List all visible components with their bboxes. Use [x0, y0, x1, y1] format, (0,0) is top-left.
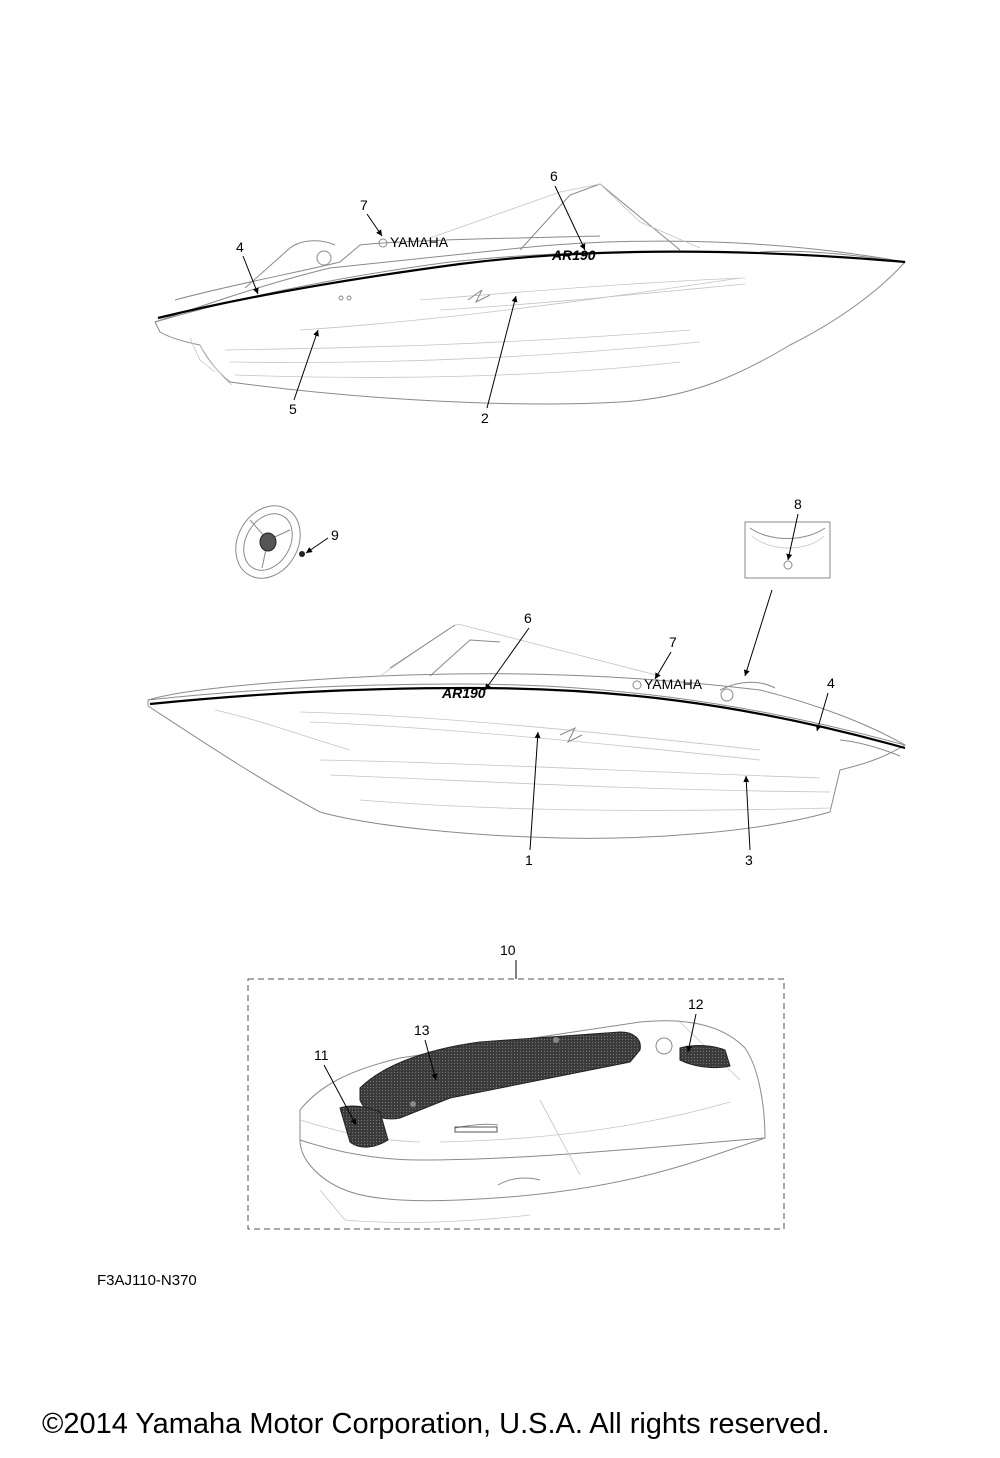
boat-top-view — [155, 184, 905, 404]
callout-5: 5 — [289, 401, 297, 417]
callout-6-top: 6 — [550, 168, 558, 184]
callout-7-bottom: 7 — [669, 634, 677, 650]
callout-7-top: 7 — [360, 197, 368, 213]
boat-bottom-view — [148, 624, 905, 838]
callout-2: 2 — [481, 410, 489, 426]
decal-model-bottom: AR190 — [442, 685, 486, 701]
steering-wheel — [223, 494, 339, 590]
callout-4-top: 4 — [236, 239, 244, 255]
callout-13: 13 — [414, 1022, 430, 1038]
callout-1: 1 — [525, 852, 533, 868]
copyright-notice: ©2014 Yamaha Motor Corporation, U.S.A. All rights reserved. — [42, 1408, 830, 1440]
detail-inset — [745, 496, 830, 676]
decal-brand-bottom: YAMAHA — [644, 676, 703, 692]
decal-model-top: AR190 — [552, 247, 596, 263]
callout-8: 8 — [794, 496, 802, 512]
callout-10: 10 — [500, 942, 516, 958]
decal-brand-top: YAMAHA — [390, 234, 449, 250]
callout-9: 9 — [331, 527, 339, 543]
deck-mat-kit — [248, 942, 784, 1229]
callout-12: 12 — [688, 996, 704, 1012]
callout-11: 11 — [314, 1047, 329, 1063]
diagram-code: F3AJ110-N370 — [97, 1272, 197, 1289]
callout-3: 3 — [745, 852, 753, 868]
callout-6-bottom: 6 — [524, 610, 532, 626]
callouts-top — [236, 168, 585, 426]
callout-4-bottom: 4 — [827, 675, 835, 691]
